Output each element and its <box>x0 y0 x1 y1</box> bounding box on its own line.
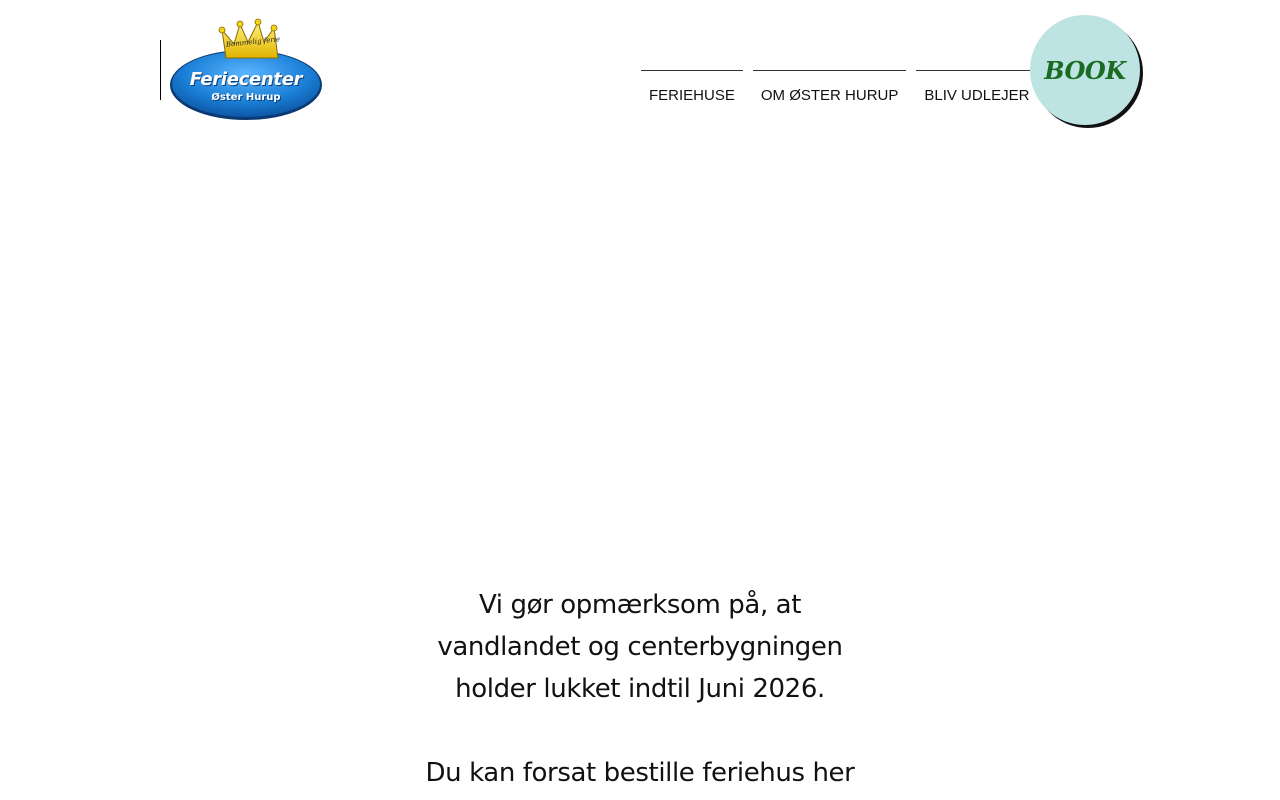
notice-line: Vi gør opmærksom på, at <box>478 590 802 620</box>
notice-line: vandlandet og centerbygningen <box>437 632 843 662</box>
closure-notice <box>380 584 900 794</box>
logo-subtitle: Øster Hurup <box>211 92 281 103</box>
notice-spacer <box>380 710 900 752</box>
notice-line: holder lukket indtil Juni 2026. <box>455 674 825 704</box>
book-button[interactable]: BOOK <box>1030 15 1140 125</box>
site-logo[interactable] <box>168 18 324 122</box>
main-nav <box>641 70 1037 110</box>
logo-crown-text: Bommelig ferie <box>225 35 281 49</box>
logo-title: Feriecenter <box>189 69 303 90</box>
nav-item-om-oster-hurup[interactable]: OM ØSTER HURUP <box>753 70 907 111</box>
notice-booking-link-text: Du kan forsat bestille feriehus her <box>425 758 855 788</box>
nav-item-feriehuse[interactable]: FERIEHUSE <box>641 70 743 111</box>
logo-divider <box>160 40 161 100</box>
nav-item-bliv-udlejer[interactable]: BLIV UDLEJER <box>916 70 1037 111</box>
